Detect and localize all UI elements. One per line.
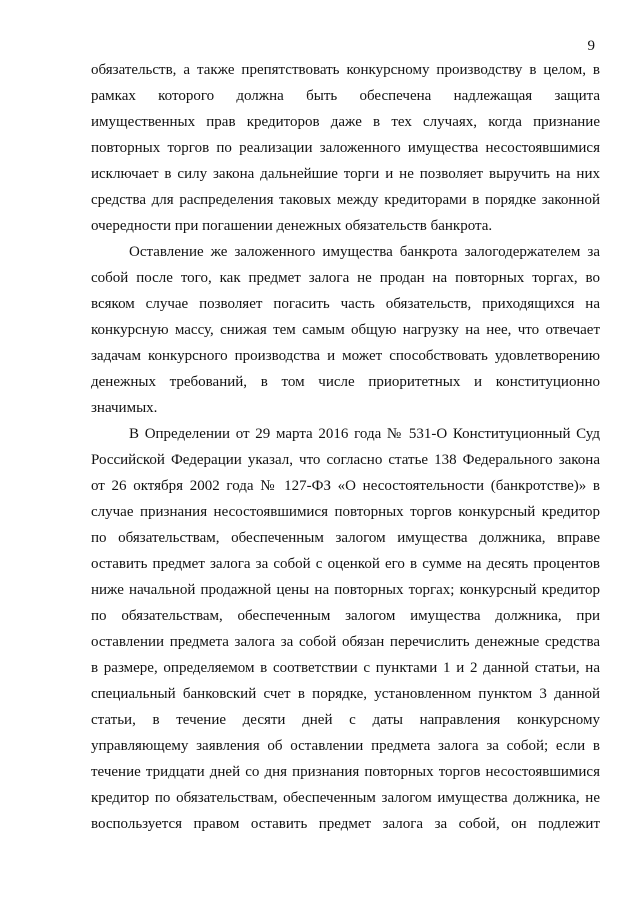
text-line-5: исключает в силу закона дальнейшие торги и не позволяет выручить на них — [91, 166, 600, 182]
text-line-26: статьи, в течение десяти дней с даты направления конкурсному — [91, 712, 600, 728]
text-line-16: Российской Федерации указал, что согласно статье 138 Федерального закона — [91, 452, 600, 468]
text-line-17: от 26 октября 2002 года № 127-ФЗ «О несостоятельности (банкротстве)» в — [91, 478, 600, 494]
text-line-1: обязательств, а также препятствовать конкурсному производству в целом, в — [91, 62, 600, 78]
text-line-10: всяком случае позволяет погасить часть обязательств, приходящихся на — [91, 296, 600, 312]
text-line-4: повторных торгов по реализации заложенного имущества несостоявшимися — [91, 140, 600, 156]
text-line-12: задачам конкурсного производства и может способствовать удовлетворению — [91, 348, 600, 364]
text-line-25: специальный банковский счет в порядке, установленном пунктом 3 данной — [91, 686, 600, 702]
text-line-29: кредитор по обязательствам, обеспеченным залогом имущества должника, не — [91, 790, 600, 806]
text-line-3: имущественных прав кредиторов даже в тех случаях, когда признание — [91, 114, 600, 130]
text-line-18: случае признания несостоявшимися повторных торгов конкурсный кредитор — [91, 504, 600, 520]
text-line-21: ниже начальной продажной цены на повторных торгах; конкурсный кредитор — [91, 582, 600, 598]
text-line-22: по обязательствам, обеспеченным залогом имущества должника, при — [91, 608, 600, 624]
text-line-9: собой после того, как предмет залога не продан на повторных торгах, во — [91, 270, 600, 286]
text-line-13: денежных требований, в том числе приоритетных и конституционно — [91, 374, 600, 390]
text-line-7: очередности при погашении денежных обязательств банкрота. — [91, 218, 493, 234]
text-line-27: управляющему заявления об оставлении предмета залога за собой; если в — [91, 738, 600, 754]
text-line-6: средства для распределения таковых между кредиторами в порядке законной — [91, 192, 600, 208]
text-line-15: В Определении от 29 марта 2016 года № 531-О Конституционный Суд — [129, 426, 600, 442]
text-line-20: оставить предмет залога за собой с оценкой его в сумме на десять процентов — [91, 556, 600, 572]
page-number: 9 — [587, 38, 595, 54]
text-line-19: по обязательствам, обеспеченным залогом имущества должника, вправе — [91, 530, 600, 546]
text-line-28: течение тридцати дней со дня признания повторных торгов несостоявшимися — [91, 764, 600, 780]
text-line-2: рамках которого должна быть обеспечена надлежащая защита — [91, 88, 600, 104]
text-line-24: в размере, определяемом в соответствии с пунктами 1 и 2 данной статьи, на — [91, 660, 600, 676]
text-line-30: воспользуется правом оставить предмет залога за собой, он подлежит — [91, 816, 600, 832]
text-line-14: значимых. — [91, 400, 158, 416]
text-line-8: Оставление же заложенного имущества банкрота залогодержателем за — [129, 244, 600, 260]
text-line-23: оставлении предмета залога за собой обязан перечислить денежные средства — [91, 634, 600, 650]
text-line-11: конкурсную массу, снижая тем самым общую нагрузку на нее, что отвечает — [91, 322, 600, 338]
